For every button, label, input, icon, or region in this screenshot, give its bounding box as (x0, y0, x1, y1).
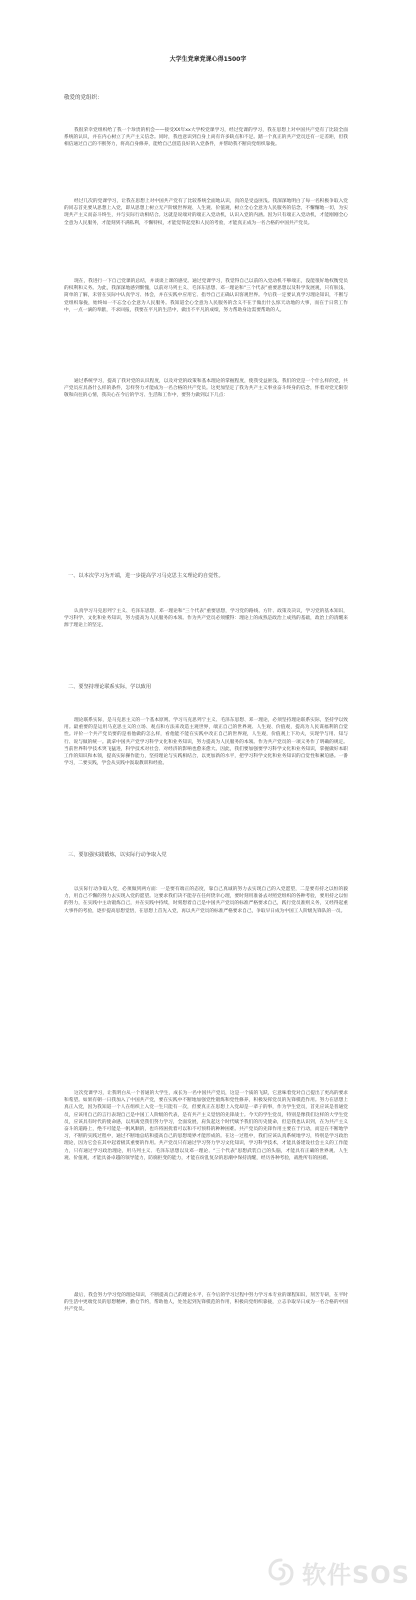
document-title: 大学生党章党课心得1500字 (169, 56, 247, 63)
paragraph-reflection: 这次党课学习，让我明白从一个普通的大学生，成长为一名中国共产党员，这是一个质的飞跃，它意味着党对自己提出了更高的要求和希望。如果有朝一日我加入了中国共产党，要在实践中不断地加强党性锻炼和党性修养，积极发挥党员的先锋模范作用。努力在思想上真正入党，因为我知道一个人在组织上入党一生只能有一次，但要真正在思想上入党却是一辈子的事，作为学生党员，首先应该是普通党员，应该用自己的言行表现自己是中国工人阶级的代表，是有共产主义觉悟的先锋战士。今天的学生党员，特别是像我们这样的大学生党员，应该具有时代的使命感，以用离党我们努力学习，全面发展，肩负起这个时代赋予我们的历史使命，但是我也认识到，在为共产主义奋斗的道路上，绝不可能是一帆风顺的，也许将困扰着可以和不可预料的种种困难。共产党员的先锋作用主要在于行动，而是在不断地学习，不断的实践过程中，通过不断地总结和提高自己的思想境界才能形成的。在这一过程中，我们应该认真系统地学习，特别是学习政治理论，因为它会在其中起着极其重要的作用。共产党员只有通过学习努力学习文化知识，学习科学技术，才能具备建设社会主义的工作能力，只有通过学习政治理论，用马列主义、毛泽东思想以及邓一理论、“三个代表”思想武装自己的头脑，才能具有正确的世界观、人生观、价值观，才能具备卓越的领导能力，防腐拒变的能力，才能在纷乱复杂的思潮中保持清醒，经历各种考验，战胜所有的困难。 (64, 1091, 348, 1161)
paragraph-intro: 我很荣幸党组织给了我一个珍贵的机会——接受XX年xx大学校党课学习，经过党课的学习，我在思想上对中国共产党有了比较全面系统的认识，并在内心树立了共产主义信念。同时，我也意识到自身上尚有许多缺点和不足。踏一个真正的共产党员还有一定差距，但我相信通过自己的不断努力，将高自身修养，能给自己创造良好的入党条件，并帮助我不断向党组织靠拢。 (64, 128, 348, 148)
paragraph-action: 以实际行动争取入党，必须做到两方面：一是要有端正的态度，靠自己真诚的努力去实现自己的入党愿望，二是要有持之以恒的毅力，用自己不懈的努力去实现入党的愿望。这要求我们决不能存在任何侥幸心理，要时刻用准备去对照党组织的各种考验，要用持之以恒的努力，在实践中主动锻炼自己，并在实践中持续，时刻想着自己是中国共产党员的标准严格要求自己，践行党员准则义务，又经得起重大事件的考验，逐步提高思想觉悟，在思想上首先入党，再以共产党员的标准严格要求自己，争取早日成为中国工人阶级先锋队的一员。 (64, 887, 348, 914)
section-heading-1: 一、以本次学习为开端，进一步提高学习马克思主义理论的自觉性。 (68, 573, 224, 579)
swirl-logo-icon (266, 1557, 296, 1587)
paragraph-summary: 现在，我进行一下自己党课的总结，并谈谈上课的感受。通过党课学习，我觉得自己以前的入党动机不够端正，没能很好地权衡党员的权利和义务。为此，我深深地感到惭愧，以前对马列主义、毛泽东思想、邓一理论和“三个代表”重要思想以及科学发展观，只有肤浅、简单的了解，未曾在实际中认真学习、体会，并在实践中应用它、指导自己正确认识客观世界。今后我一定要认真学习理论知识，不断与党组织靠拢，始终如一不忘全心全意为人民服务。我知道全心全意为人民服务的含义不在于做出什么惊天动地的大事，而在于日常工作中，一点一滴的奉献，不求回报，我要在平凡的生活中，做出不平凡的成绩，努力帮助身边需要帮助的人。 (64, 279, 348, 313)
section-heading-2: 二、要坚持理论联系实际，学以致用 (68, 684, 152, 690)
section-heading-3: 三、要加强实践锻炼，以实际行动争取入党 (68, 852, 167, 858)
salutation: 敬爱的党组织： (64, 95, 103, 101)
paragraph-study-results: 经过几次的党课学习，让我在思想上对中国共产党有了比较系统全面地认识，真的是受益匪浅。我深深地明白了每一名积极争取入党的同志首先要从思想上入党，即从思想上树立无产阶级世界观、人生观、价值观，树立全心全意为人民服务的信念，不懈懈地一切，为实现共产主义而奋斗终生，并与实际行动相结合。这就是说端对的端正入党动机，认识入党的内涵。因为只有端正入党动机，才能刚刚全心全意为人民服务，才能刻到不满私利，不懈特权，才能觉得起党和人民的考验，才能真正成为一名合格的中国共产党员。 (64, 199, 348, 226)
watermark-text: 软件SOS (302, 1560, 410, 1589)
paragraph-resolve: 通过系统学习，提高了我对党的认识程度，以及对党的政策和基本理论的掌握程度，使我受益匪浅。我们的党是一个什么样的党，共产党员应具备什么样的条件，怎样努力才能成为一名合格的共产党员。这更加坚定了我为共产主义事业奋斗终身的信念，怀着对党无限崇敬和向往的心情，我决心在今后的学习、生活和工作中，要努力做到以下几点： (64, 379, 348, 399)
paragraph-theory-study: 认真学习马克思列宁主义、毛泽东思想、邓一理论和“三个代表”重要思想，学习党的路线、方针、政策及决议，学习党的基本知识，学习科学、文化和业务知识，努力提高为人民服务的本领。作为共产党员必须懂得：理论上的成熟是政治上成熟的基础，政治上的清醒来源于理论上的坚定。 (64, 609, 348, 629)
paragraph-theory-practice: 理论联系实际，是马克思主义的一个基本原则。学习马克思列宁主义、毛泽东思想、邓一理论，必须坚持理论联系实际，坚持学以致用。最重要的是运用马克思主义的立场、观点和方法来改造主观世界，端正自己的世界观、人生观、价值观，提高为人民谋福利的自觉性。评价一个共产党员要的是看他做的怎么样，看他能不能在实践中改正自己的世界观，人生观，价值观上下功夫，实现学与用、知与行、说与做的统一。就拿中国共产党学习科学文化和业务知识，努力提高为人民服务的本领。作为共产党员的一项义务作了明确的规定。当前世界科学技术突飞猛进，科学技术对社会、对经济的影响也愈来愈大。因此，我们要加强要学习科学文化和业务知识，掌握做好本职工作的知识和本领，提高实际操作能力，坚持理论与实践相结合，以更加新的水平，把学习科学文化和业务知识的自觉性和紧迫感。一番学习，二要实践，学会从实践中汲取教训和经验。 (64, 718, 348, 767)
paragraph-conclusion: 最后，我会努力学习党的理论知识，不断提高自己的理论水平，在今后的学习过程中努力学习本专业的课程知识，刻苦专研，在平时的生活中更端党员的思想精神，勤仓节约，帮助他人，处处起到先锋模范的作用，积极向党组织靠拢，立志争取早日成为一名合格的中国共产党员。 (64, 1293, 348, 1313)
site-watermark (266, 1554, 410, 1590)
